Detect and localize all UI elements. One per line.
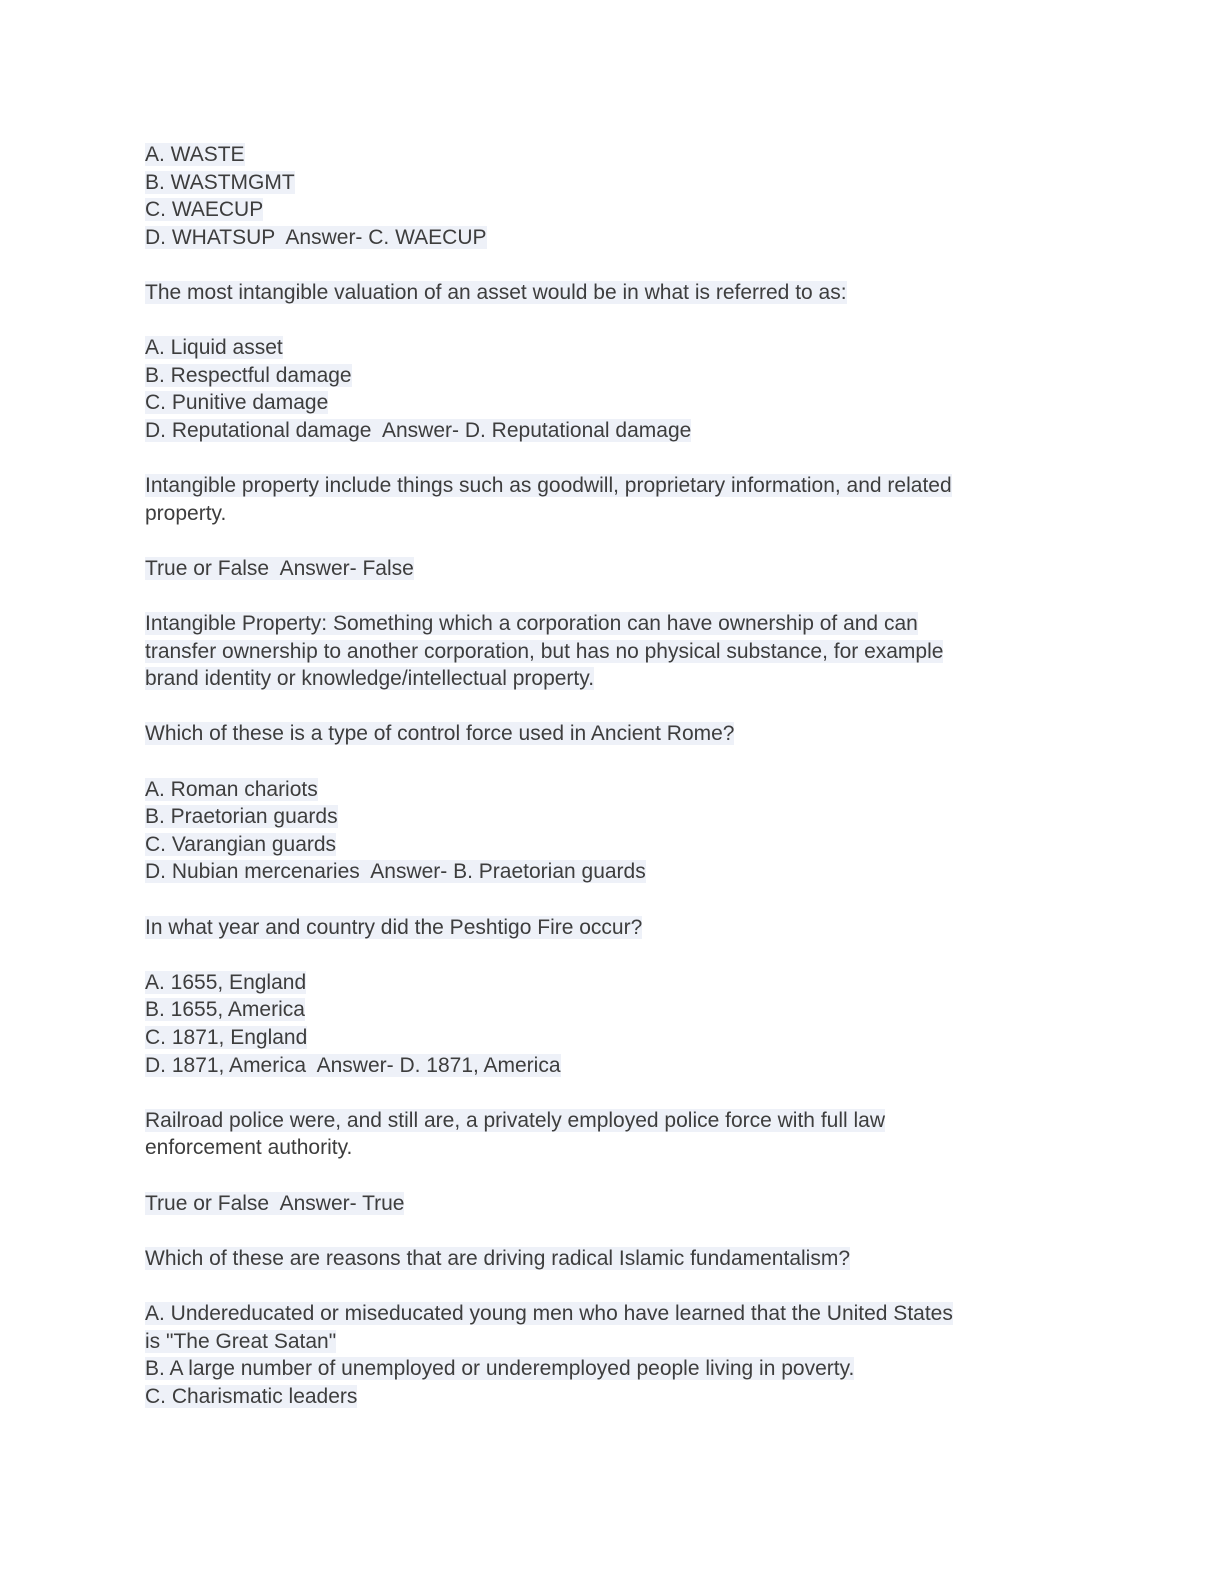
text-block [145, 914, 1094, 942]
highlighted-text: True or False Answer- True [145, 1191, 405, 1215]
text-line [145, 1024, 1094, 1052]
highlighted-text: is "The Great Satan" [145, 1329, 337, 1353]
text-line [145, 1190, 1094, 1218]
text-line [145, 555, 1094, 583]
text-line [145, 224, 1094, 252]
highlighted-text: transfer ownership to another corporation, but has no physical substance, for example [145, 639, 944, 663]
text-line [145, 638, 1094, 666]
text-line [145, 500, 1094, 528]
highlighted-text: A. WASTE [145, 143, 245, 166]
text-line [145, 803, 1094, 831]
text-line [145, 1355, 1094, 1383]
text-line [145, 665, 1094, 693]
highlighted-text: B. Respectful damage [145, 363, 352, 387]
highlighted-text: A. Undereducated or miseducated young men who have learned that the United States [145, 1301, 953, 1325]
highlighted-text: C. Punitive damage [145, 391, 329, 415]
highlighted-text: B. A large number of unemployed or underemployed people living in poverty. [145, 1357, 855, 1381]
highlighted-text: The most intangible valuation of an asset would be in what is referred to as: [145, 280, 847, 304]
plain-text: property. [145, 501, 227, 525]
text-line [145, 969, 1094, 997]
highlighted-text: C. WAECUP [145, 198, 264, 222]
highlighted-text: C. Varangian guards [145, 832, 337, 856]
text-line [145, 1383, 1094, 1411]
text-line [145, 1052, 1094, 1080]
text-line [145, 1328, 1094, 1356]
text-line [145, 1134, 1094, 1162]
text-line [145, 610, 1094, 638]
text-block [145, 969, 1094, 1079]
highlighted-text: D. Nubian mercenaries Answer- B. Praetorian guards [145, 860, 646, 884]
text-line [145, 334, 1094, 362]
highlighted-text: Which of these are reasons that are driving radical Islamic fundamentalism? [145, 1246, 850, 1270]
text-block [145, 334, 1094, 444]
highlighted-text: Intangible Property: Something which a corporation can have ownership of and can [145, 612, 918, 636]
text-line [145, 720, 1094, 748]
plain-text: enforcement authority. [145, 1136, 353, 1160]
highlighted-text: C. Charismatic leaders [145, 1384, 358, 1408]
highlighted-text: Intangible property include things such as goodwill, proprietary information, and related [145, 474, 952, 498]
highlighted-text: True or False Answer- False [145, 556, 414, 580]
highlighted-text: brand identity or knowledge/intellectual property. [145, 667, 595, 691]
text-block [145, 1245, 1094, 1273]
highlighted-text: A. Liquid asset [145, 336, 283, 360]
highlighted-text: Railroad police were, and still are, a privately employed police force with full law [145, 1108, 886, 1132]
text-line [145, 196, 1094, 224]
text-line [145, 279, 1094, 307]
text-block [145, 1300, 1094, 1410]
text-line [145, 141, 1094, 169]
highlighted-text: B. WASTMGMT [145, 170, 295, 194]
highlighted-text: D. WHATSUP Answer- C. WAECUP [145, 225, 487, 249]
highlighted-text: A. Roman chariots [145, 777, 318, 801]
text-line [145, 1300, 1094, 1328]
text-block [145, 610, 1094, 693]
text-line [145, 362, 1094, 390]
text-line [145, 831, 1094, 859]
text-block [145, 1107, 1094, 1162]
text-block [145, 279, 1094, 307]
text-line [145, 914, 1094, 942]
text-line [145, 389, 1094, 417]
highlighted-text: D. Reputational damage Answer- D. Reputational damage [145, 418, 692, 442]
text-block [145, 720, 1094, 748]
text-line [145, 169, 1094, 197]
text-block [145, 555, 1094, 583]
highlighted-text: B. Praetorian guards [145, 805, 338, 829]
text-block [145, 1190, 1094, 1218]
highlighted-text: B. 1655, America [145, 998, 305, 1022]
highlighted-text: A. 1655, England [145, 970, 307, 994]
highlighted-text: D. 1871, America Answer- D. 1871, America [145, 1053, 561, 1077]
text-line [145, 1107, 1094, 1135]
text-line [145, 417, 1094, 445]
text-block [145, 776, 1094, 886]
text-line [145, 776, 1094, 804]
text-block [145, 472, 1094, 527]
text-line [145, 858, 1094, 886]
text-line [145, 996, 1094, 1024]
highlighted-text: In what year and country did the Peshtigo Fire occur? [145, 915, 643, 939]
highlighted-text: C. 1871, England [145, 1026, 308, 1049]
highlighted-text: Which of these is a type of control force used in Ancient Rome? [145, 722, 735, 746]
text-block [145, 141, 1094, 251]
text-line [145, 1245, 1094, 1273]
text-line [145, 472, 1094, 500]
